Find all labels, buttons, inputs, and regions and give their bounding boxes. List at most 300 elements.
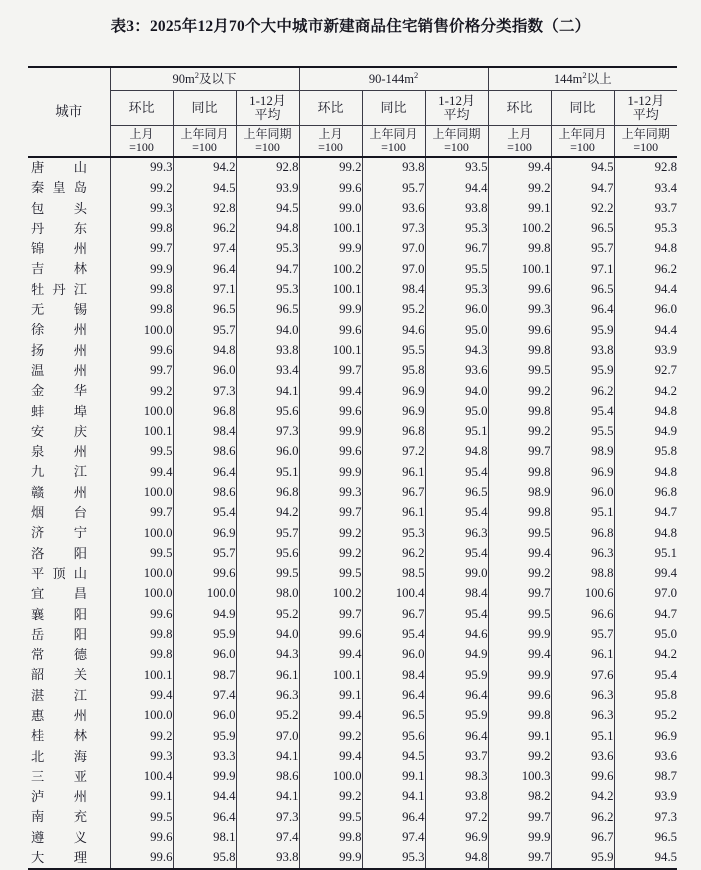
data-cell: 92.7	[614, 361, 677, 381]
data-cell: 100.4	[143, 769, 173, 784]
group-small-tail: 及以下	[199, 72, 237, 87]
data-cell: 97.4	[236, 828, 299, 848]
city-name-cell	[28, 341, 110, 361]
data-cell: 94.8	[614, 523, 677, 543]
data-cell: 95.3	[236, 239, 299, 259]
data-cell: 99.8	[488, 462, 551, 482]
data-cell: 94.2	[236, 503, 299, 523]
city-name	[31, 526, 87, 540]
data-cell: 99.7	[150, 363, 173, 378]
city-char: 襄	[31, 606, 45, 622]
data-cell: 99.9	[488, 625, 551, 645]
data-cell: 99.2	[299, 523, 362, 543]
data-cell: 94.9	[425, 645, 488, 665]
data-cell: 96.0	[236, 442, 299, 462]
header-row-subcols	[28, 91, 677, 126]
data-cell: 96.5	[614, 828, 677, 848]
data-cell: 93.4	[236, 361, 299, 381]
data-cell: 99.8	[488, 503, 551, 523]
city-char: 头	[73, 200, 87, 216]
city-name	[31, 750, 87, 764]
city-char: 桂	[31, 728, 45, 744]
data-cell: 99.8	[488, 402, 551, 422]
city-char: 金	[31, 383, 45, 399]
data-cell: 99.5	[150, 545, 173, 560]
data-cell: 96.9	[362, 381, 425, 401]
table-row	[28, 361, 677, 381]
data-cell: 100.0	[143, 525, 173, 540]
data-cell: 96.1	[236, 665, 299, 685]
data-cell: 96.7	[362, 483, 425, 503]
data-cell: 95.2	[236, 605, 299, 625]
data-cell: 99.6	[150, 830, 173, 845]
city-name-cell	[28, 706, 110, 726]
data-cell: 96.9	[173, 523, 236, 543]
header-city: 城市	[28, 67, 110, 157]
data-cell: 95.3	[362, 523, 425, 543]
base-value: =100	[381, 140, 406, 154]
data-cell: 94.5	[614, 848, 677, 869]
data-cell: 97.3	[236, 808, 299, 828]
city-name-cell	[28, 219, 110, 239]
table-row	[28, 848, 677, 869]
city-char: 阳	[73, 545, 87, 561]
data-cell: 100.0	[143, 708, 173, 723]
data-cell: 95.3	[236, 280, 299, 300]
table-row	[28, 787, 677, 807]
city-char: 三	[31, 768, 45, 784]
data-cell: 100.0	[143, 566, 173, 581]
base-value: =100	[318, 140, 343, 154]
data-cell: 96.0	[551, 483, 614, 503]
data-cell: 94.1	[236, 747, 299, 767]
data-cell: 97.0	[236, 726, 299, 746]
data-cell: 99.6	[299, 625, 362, 645]
data-cell: 95.3	[425, 280, 488, 300]
data-cell: 99.8	[299, 828, 362, 848]
city-char: 温	[31, 362, 45, 378]
group-large-main: 144m	[553, 72, 583, 87]
data-cell: 99.7	[150, 505, 173, 520]
data-cell: 99.7	[488, 442, 551, 462]
city-name-cell	[28, 686, 110, 706]
data-cell: 96.8	[614, 483, 677, 503]
header-sub-small-avg-l2: 平均	[254, 107, 281, 122]
city-char: 山	[73, 565, 87, 581]
data-cell: 99.7	[150, 241, 173, 256]
data-cell: 98.0	[236, 584, 299, 604]
data-cell: 99.6	[551, 767, 614, 787]
data-cell: 95.7	[173, 320, 236, 340]
data-cell: 99.2	[299, 544, 362, 564]
data-cell: 96.5	[236, 300, 299, 320]
data-cell: 100.1	[143, 424, 173, 439]
table-row	[28, 564, 677, 584]
city-char: 江	[73, 464, 87, 480]
city-char: 吉	[31, 261, 45, 277]
city-name	[31, 709, 87, 723]
data-cell: 99.0	[299, 199, 362, 219]
city-name	[31, 608, 87, 622]
data-cell: 99.9	[299, 848, 362, 869]
city-name-cell	[28, 239, 110, 259]
group-large-sup: 2	[582, 70, 587, 81]
data-cell: 97.3	[614, 808, 677, 828]
table-row	[28, 665, 677, 685]
data-cell: 96.7	[362, 605, 425, 625]
data-cell: 94.1	[362, 787, 425, 807]
data-cell: 97.4	[362, 828, 425, 848]
data-cell: 93.8	[362, 157, 425, 178]
data-cell: 99.4	[299, 381, 362, 401]
city-char: 台	[73, 505, 87, 521]
city-char: 林	[73, 261, 87, 277]
data-cell: 94.5	[551, 157, 614, 178]
city-name	[31, 547, 87, 561]
data-cell: 94.8	[236, 219, 299, 239]
data-cell: 95.6	[236, 402, 299, 422]
data-cell: 99.2	[150, 383, 173, 398]
table-row	[28, 280, 677, 300]
city-char: 韶	[31, 667, 45, 683]
data-cell: 99.4	[488, 544, 551, 564]
city-name-cell	[28, 523, 110, 543]
base-label: 上月	[129, 127, 154, 142]
city-name	[31, 465, 87, 479]
data-cell: 96.4	[425, 726, 488, 746]
data-cell: 93.8	[551, 341, 614, 361]
data-cell: 92.8	[614, 157, 677, 178]
city-name	[31, 851, 87, 865]
city-name-cell	[28, 442, 110, 462]
data-cell: 98.6	[173, 442, 236, 462]
data-cell: 95.9	[173, 726, 236, 746]
data-cell: 95.4	[614, 665, 677, 685]
data-cell: 97.3	[173, 381, 236, 401]
data-cell: 100.1	[299, 280, 362, 300]
data-cell: 96.8	[362, 422, 425, 442]
data-cell: 100.0	[143, 484, 173, 499]
data-cell: 99.3	[150, 160, 173, 175]
data-cell: 99.2	[150, 728, 173, 743]
data-cell: 99.3	[150, 200, 173, 215]
city-name-cell	[28, 625, 110, 645]
data-cell: 99.4	[614, 564, 677, 584]
data-cell: 94.8	[173, 341, 236, 361]
table-row	[28, 462, 677, 482]
data-cell: 99.6	[488, 686, 551, 706]
data-cell: 98.6	[236, 767, 299, 787]
data-cell: 95.4	[425, 605, 488, 625]
city-char: 理	[73, 850, 87, 866]
data-cell: 96.3	[425, 523, 488, 543]
table-row	[28, 828, 677, 848]
data-cell: 93.5	[425, 157, 488, 178]
city-name-cell	[28, 787, 110, 807]
city-char: 济	[31, 525, 45, 541]
city-name-cell	[28, 726, 110, 746]
data-cell: 99.2	[488, 381, 551, 401]
table-row	[28, 341, 677, 361]
data-cell: 100.2	[299, 584, 362, 604]
city-char: 充	[73, 809, 87, 825]
data-cell: 94.4	[425, 178, 488, 198]
header-group-small	[110, 67, 299, 91]
data-cell: 99.6	[173, 564, 236, 584]
base-value: =100	[633, 140, 659, 154]
base-value: =100	[507, 140, 532, 154]
data-cell: 99.5	[488, 605, 551, 625]
data-cell: 93.3	[173, 747, 236, 767]
data-cell: 98.2	[488, 787, 551, 807]
data-cell: 93.8	[236, 848, 299, 869]
data-cell: 99.6	[299, 178, 362, 198]
data-cell: 99.5	[299, 808, 362, 828]
data-cell: 99.9	[299, 300, 362, 320]
data-cell: 92.8	[173, 199, 236, 219]
data-cell: 100.4	[362, 584, 425, 604]
city-char: 宁	[73, 525, 87, 541]
data-cell: 94.4	[173, 787, 236, 807]
city-name	[31, 567, 87, 581]
data-cell: 96.5	[173, 300, 236, 320]
data-cell: 97.6	[551, 665, 614, 685]
data-cell: 93.6	[425, 361, 488, 381]
data-cell: 94.8	[614, 239, 677, 259]
data-cell: 94.6	[425, 625, 488, 645]
city-char: 牡	[31, 281, 45, 297]
city-name	[31, 384, 87, 398]
city-char: 常	[31, 647, 45, 663]
data-cell: 99.1	[488, 726, 551, 746]
table-row	[28, 767, 677, 787]
city-name	[31, 405, 87, 419]
city-char: 无	[31, 302, 45, 318]
base-value: =100	[255, 140, 280, 154]
group-small-sup: 2	[194, 70, 199, 81]
data-cell: 95.1	[614, 544, 677, 564]
data-cell: 99.5	[150, 444, 173, 459]
city-name	[31, 689, 87, 703]
data-cell: 98.9	[488, 483, 551, 503]
data-cell: 95.3	[425, 219, 488, 239]
data-cell: 98.5	[362, 564, 425, 584]
data-cell: 94.2	[614, 645, 677, 665]
city-name-cell	[28, 381, 110, 401]
data-cell: 99.8	[150, 627, 173, 642]
data-cell: 93.7	[614, 199, 677, 219]
header-base-large-mom	[488, 126, 551, 158]
city-name	[31, 262, 87, 276]
data-cell: 99.1	[150, 789, 173, 804]
data-cell: 99.4	[299, 706, 362, 726]
data-cell: 96.0	[173, 645, 236, 665]
city-char: 安	[31, 423, 45, 439]
data-cell: 99.2	[299, 157, 362, 178]
price-index-table	[28, 66, 677, 870]
data-cell: 100.0	[299, 767, 362, 787]
city-name-cell	[28, 361, 110, 381]
data-cell: 99.6	[299, 442, 362, 462]
data-cell: 96.1	[362, 462, 425, 482]
data-cell: 95.4	[362, 625, 425, 645]
city-char: 赣	[31, 484, 45, 500]
data-cell: 99.1	[362, 767, 425, 787]
data-cell: 95.1	[236, 462, 299, 482]
header-sub-medium-yoy: 同比	[362, 91, 425, 126]
table-row	[28, 300, 677, 320]
data-cell: 95.6	[362, 726, 425, 746]
data-cell: 94.8	[425, 848, 488, 869]
data-cell: 96.0	[614, 300, 677, 320]
data-cell: 94.8	[614, 462, 677, 482]
city-char: 蚌	[31, 403, 45, 419]
data-cell: 99.8	[488, 706, 551, 726]
data-cell: 96.5	[425, 483, 488, 503]
city-name-cell	[28, 259, 110, 279]
data-cell: 96.4	[362, 808, 425, 828]
data-cell: 100.1	[299, 341, 362, 361]
data-cell: 97.4	[173, 239, 236, 259]
data-cell: 99.9	[488, 665, 551, 685]
data-cell: 100.1	[488, 259, 551, 279]
data-cell: 95.8	[614, 686, 677, 706]
city-char: 州	[73, 241, 87, 257]
base-label: 上年同期	[243, 127, 292, 142]
data-cell: 94.0	[236, 320, 299, 340]
city-char: 州	[73, 342, 87, 358]
data-cell: 96.9	[551, 462, 614, 482]
city-char: 昌	[73, 586, 87, 602]
data-cell: 95.0	[425, 402, 488, 422]
base-label: 上年同期	[621, 127, 670, 142]
city-char: 丹	[31, 220, 45, 236]
header-base-small-yoy	[173, 126, 236, 158]
data-cell: 96.4	[551, 300, 614, 320]
city-name	[31, 668, 87, 682]
city-char: 徐	[31, 322, 45, 338]
data-cell: 100.6	[551, 584, 614, 604]
data-cell: 96.1	[362, 503, 425, 523]
data-cell: 99.8	[150, 282, 173, 297]
data-cell: 93.9	[614, 341, 677, 361]
data-cell: 94.0	[236, 625, 299, 645]
data-cell: 99.6	[488, 280, 551, 300]
table-row	[28, 726, 677, 746]
data-cell: 97.3	[236, 422, 299, 442]
data-cell: 99.4	[150, 687, 173, 702]
header-sub-medium-avg-l1: 1-12月	[438, 92, 475, 108]
city-char: 东	[73, 220, 87, 236]
data-cell: 98.3	[425, 767, 488, 787]
data-cell: 95.9	[425, 665, 488, 685]
city-char: 北	[31, 748, 45, 764]
data-cell: 100.0	[143, 586, 173, 601]
data-cell: 95.3	[362, 848, 425, 869]
data-cell: 99.2	[488, 178, 551, 198]
header-sub-large-mom: 环比	[488, 91, 551, 126]
data-cell: 95.2	[236, 706, 299, 726]
data-cell: 94.1	[236, 787, 299, 807]
city-name-cell	[28, 828, 110, 848]
city-name-cell	[28, 462, 110, 482]
group-medium-sup: 2	[413, 70, 419, 81]
data-cell: 99.9	[299, 422, 362, 442]
data-cell: 99.3	[488, 300, 551, 320]
data-cell: 100.2	[488, 219, 551, 239]
city-name	[31, 648, 87, 662]
table-header	[28, 67, 677, 157]
city-name	[31, 161, 87, 175]
data-cell: 95.4	[173, 503, 236, 523]
table-row	[28, 259, 677, 279]
base-label: 上年同月	[558, 127, 607, 142]
city-name-cell	[28, 503, 110, 523]
data-cell: 99.8	[150, 221, 173, 236]
table-row	[28, 402, 677, 422]
data-cell: 100.0	[143, 403, 173, 418]
city-name-cell	[28, 808, 110, 828]
data-cell: 97.2	[425, 808, 488, 828]
data-cell: 99.2	[488, 422, 551, 442]
city-name	[31, 303, 87, 317]
data-cell: 96.2	[551, 381, 614, 401]
city-name	[31, 628, 87, 642]
table-row	[28, 199, 677, 219]
city-char: 锦	[31, 241, 45, 257]
city-char: 泉	[31, 444, 45, 460]
city-name	[31, 323, 87, 337]
data-cell: 94.3	[425, 341, 488, 361]
table-row	[28, 320, 677, 340]
data-cell: 99.5	[299, 564, 362, 584]
data-cell: 100.1	[299, 219, 362, 239]
data-cell: 95.9	[551, 361, 614, 381]
city-name	[31, 790, 87, 804]
data-cell: 95.1	[551, 726, 614, 746]
data-cell: 93.9	[236, 178, 299, 198]
data-cell: 95.8	[173, 848, 236, 869]
city-char: 州	[73, 322, 87, 338]
data-cell: 98.8	[551, 564, 614, 584]
data-cell: 99.7	[299, 503, 362, 523]
page-title: 表3：2025年12月70个大中城市新建商品住宅销售价格分类指数（二）	[110, 18, 591, 35]
city-name-cell	[28, 665, 110, 685]
data-cell: 99.5	[150, 809, 173, 824]
data-cell: 99.6	[488, 320, 551, 340]
data-cell: 93.9	[614, 787, 677, 807]
data-cell: 98.4	[173, 422, 236, 442]
header-base-small-avg	[236, 126, 299, 158]
data-cell: 99.9	[150, 261, 173, 276]
base-label: 上月	[507, 127, 532, 142]
data-cell: 95.5	[425, 259, 488, 279]
data-cell: 96.5	[362, 706, 425, 726]
data-cell: 95.4	[425, 503, 488, 523]
data-cell: 100.3	[488, 767, 551, 787]
data-cell: 98.6	[173, 483, 236, 503]
base-value: =100	[129, 140, 154, 154]
base-value: =100	[444, 140, 469, 154]
city-name	[31, 222, 87, 236]
data-cell: 95.1	[551, 503, 614, 523]
city-char: 扬	[31, 342, 45, 358]
data-cell: 95.0	[614, 625, 677, 645]
header-row-groups	[28, 67, 677, 91]
data-cell: 99.9	[299, 239, 362, 259]
base-label: 上年同月	[180, 127, 229, 142]
data-cell: 96.9	[425, 828, 488, 848]
